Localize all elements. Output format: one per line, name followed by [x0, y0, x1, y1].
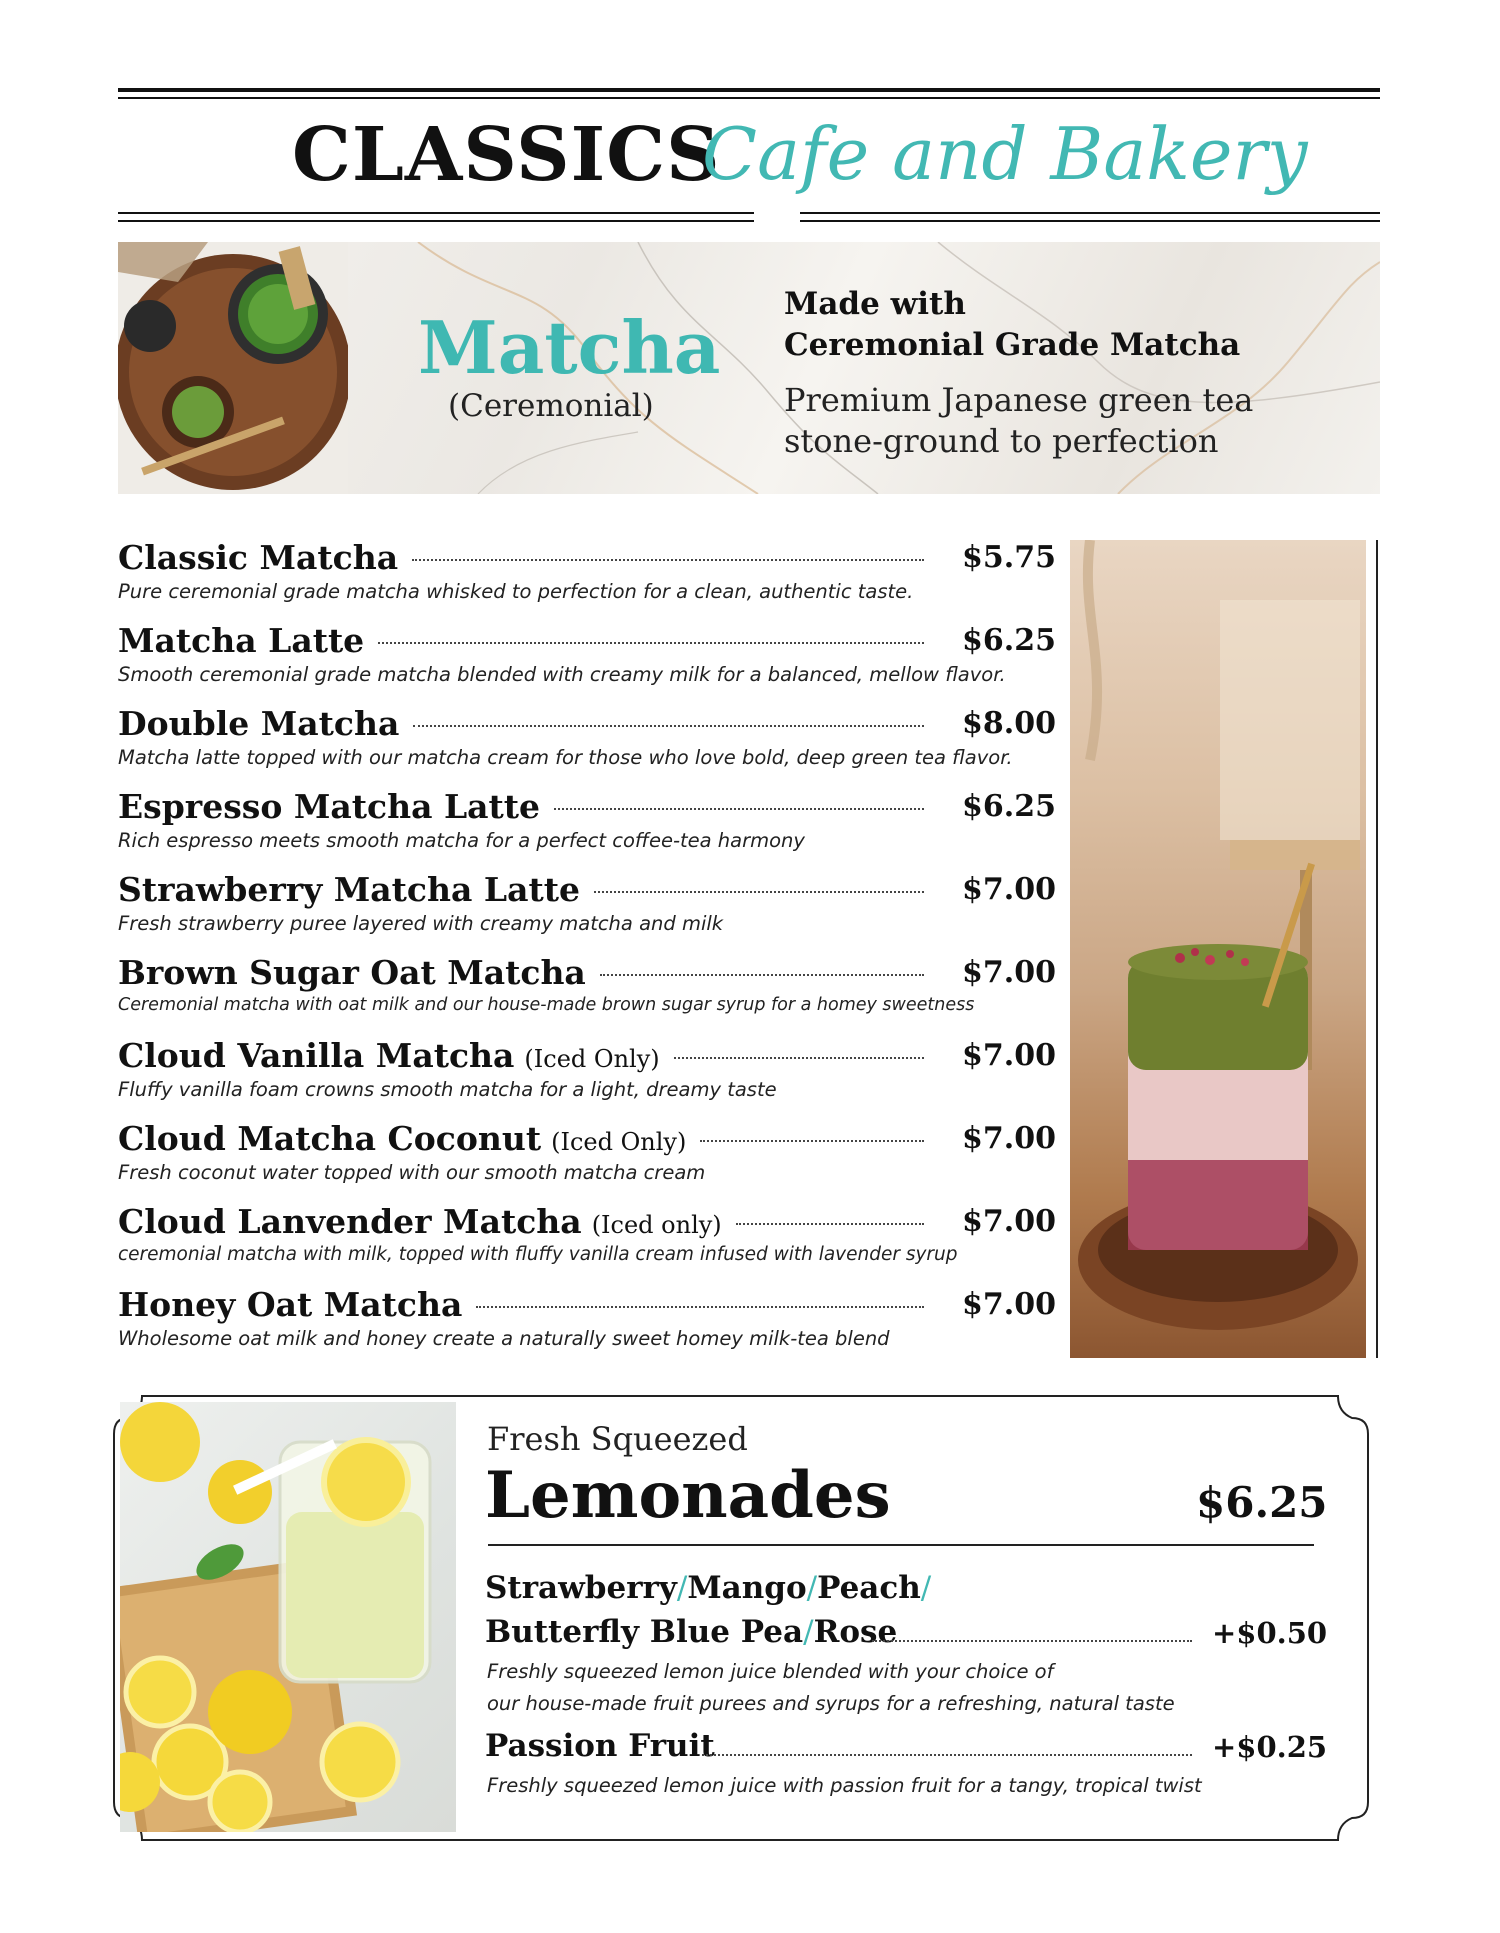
leader-dots	[378, 642, 924, 644]
lemonade-and-lemons-photo	[120, 1402, 456, 1832]
leader-dots	[476, 1306, 924, 1308]
leader-dots	[600, 974, 924, 976]
item-price: $5.75	[962, 540, 1056, 575]
header-top-rule-thin	[118, 97, 1380, 99]
flavor-desc-line2: our house-made fruit purees and syrups for a refreshing, natural taste	[487, 1692, 1175, 1715]
flavor-name: Butterfly Blue Pea	[485, 1614, 804, 1650]
banner-description	[784, 380, 1253, 462]
header-bottom-rule-left-1	[118, 212, 754, 214]
item-note: (Iced Only)	[524, 1045, 660, 1073]
flavor-name: Peach	[817, 1570, 921, 1606]
item-name: Cloud Vanilla Matcha	[118, 1036, 515, 1075]
flavor-list-line2	[485, 1614, 897, 1650]
item-description: Wholesome oat milk and honey create a naturally sweet homey milk-tea blend	[118, 1327, 890, 1350]
leader-dots	[700, 1140, 924, 1142]
item-name: Double Matcha	[118, 704, 400, 743]
item-description: Fresh coconut water topped with our smooth matcha cream	[118, 1161, 706, 1184]
header-top-rule-thick	[118, 88, 1380, 92]
photo-side-rule	[1376, 540, 1378, 1358]
leader-dots	[872, 1640, 1192, 1642]
leader-dots	[702, 1754, 1192, 1756]
made-with-line1: Made with	[784, 286, 966, 322]
item-description: Rich espresso meets smooth matcha for a perfect coffee-tea harmony	[118, 829, 805, 852]
lemonade-price: $6.25	[1196, 1478, 1328, 1527]
item-price: $8.00	[962, 706, 1056, 741]
item-price: $7.00	[962, 872, 1056, 907]
item-name: Classic Matcha	[118, 538, 399, 577]
lemonade-kicker: Fresh Squeezed	[487, 1420, 748, 1458]
brand-name: CLASSICS	[292, 112, 721, 198]
passion-fruit-name: Passion Fruit	[485, 1728, 715, 1764]
item-name: Brown Sugar Oat Matcha	[118, 953, 586, 992]
item-price: $7.00	[962, 1204, 1056, 1239]
banner-desc-line1: Premium Japanese green tea	[784, 381, 1254, 419]
lemonade-title: Lemonades	[485, 1458, 891, 1533]
item-description: Ceremonial matcha with oat milk and our house-made brown sugar syrup for a homey sweetness	[118, 995, 975, 1015]
made-with-line2: Ceremonial Grade Matcha	[784, 327, 1241, 363]
header-bottom-rule-left-2	[118, 220, 754, 222]
flavor-add-price: +$0.50	[1212, 1616, 1328, 1650]
item-description: Fresh strawberry puree layered with creamy matcha and milk	[118, 912, 724, 935]
item-price: $7.00	[962, 955, 1056, 990]
menu-item	[118, 1202, 1056, 1282]
flavor-name: Strawberry	[485, 1570, 677, 1606]
item-name: Espresso Matcha Latte	[118, 787, 541, 826]
item-name: Matcha Latte	[118, 621, 365, 660]
item-name: Cloud Lanvender Matcha	[118, 1202, 582, 1241]
item-price: $6.25	[962, 623, 1056, 658]
item-price: $7.00	[962, 1038, 1056, 1073]
menu-item	[118, 787, 1056, 867]
leader-dots	[594, 891, 924, 893]
passion-add-price: +$0.25	[1212, 1730, 1328, 1764]
item-price: $7.00	[962, 1121, 1056, 1156]
item-name: Honey Oat Matcha	[118, 1285, 463, 1324]
menu-item	[118, 1119, 1056, 1199]
matcha-subtitle: (Ceremonial)	[448, 388, 654, 424]
passion-description: Freshly squeezed lemon juice with passion fruit for a tangy, tropical twist	[487, 1774, 1202, 1797]
item-price: $6.25	[962, 789, 1056, 824]
menu-item	[118, 953, 1056, 1033]
header-bottom-rule-right-2	[800, 220, 1380, 222]
flavor-separator: /	[676, 1570, 688, 1606]
header-bottom-rule-right-1	[800, 212, 1380, 214]
item-description: Smooth ceremonial grade matcha blended with creamy milk for a balanced, mellow flavor.	[118, 663, 1006, 686]
leader-dots	[674, 1057, 924, 1059]
leader-dots	[554, 808, 924, 810]
flavor-desc-line1: Freshly squeezed lemon juice blended with your choice of	[487, 1660, 1054, 1683]
made-with-heading	[784, 284, 1240, 366]
menu-item	[118, 621, 1056, 701]
flavor-separator: /	[806, 1570, 818, 1606]
leader-dots	[413, 725, 924, 727]
leader-dots	[736, 1223, 924, 1225]
menu-item	[118, 1036, 1056, 1116]
menu-item	[118, 704, 1056, 784]
item-description: ceremonial matcha with milk, topped with fluffy vanilla cream infused with lavender syrup	[118, 1244, 958, 1265]
flavor-name: Mango	[687, 1570, 807, 1606]
matcha-title: Matcha	[418, 305, 721, 390]
flavor-list-line1	[485, 1570, 931, 1606]
lemonade-divider	[488, 1544, 1314, 1546]
item-description: Pure ceremonial grade matcha whisked to perfection for a clean, authentic taste.	[118, 580, 914, 603]
leader-dots	[412, 559, 924, 561]
item-description: Matcha latte topped with our matcha cream for those who love bold, deep green tea flavor.	[118, 746, 1013, 769]
brand-script: Cafe and Bakery	[702, 112, 1308, 196]
item-description: Fluffy vanilla foam crowns smooth matcha for a light, dreamy taste	[118, 1078, 777, 1101]
banner-desc-line2: stone-ground to perfection	[784, 422, 1219, 460]
flavor-name: Rose	[813, 1614, 898, 1650]
item-price: $7.00	[962, 1287, 1056, 1322]
matcha-tea-set-photo	[118, 242, 348, 494]
menu-item	[118, 1285, 1056, 1365]
menu-item	[118, 538, 1056, 618]
item-name: Strawberry Matcha Latte	[118, 870, 580, 909]
menu-item	[118, 870, 1056, 950]
flavor-separator: /	[920, 1570, 932, 1606]
item-name: Cloud Matcha Coconut	[118, 1119, 542, 1158]
flavor-separator: /	[803, 1614, 814, 1650]
item-note: (Iced only)	[591, 1211, 722, 1239]
strawberry-matcha-latte-photo	[1070, 540, 1366, 1358]
item-note: (Iced Only)	[551, 1128, 687, 1156]
